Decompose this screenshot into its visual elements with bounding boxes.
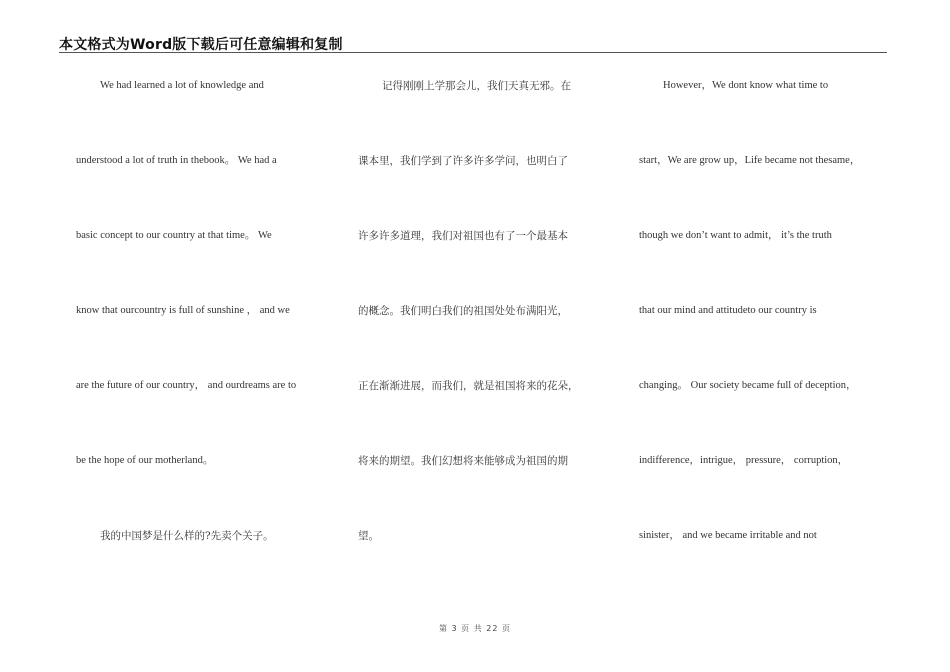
paragraph-line: 许多许多道理，我们对祖国也有了一个最基本 bbox=[358, 230, 568, 242]
paragraph-line: 记得刚刚上学那会儿，我们天真无邪。在 bbox=[382, 80, 571, 92]
header-divider bbox=[59, 52, 887, 53]
paragraph-line: 的概念。我们明白我们的祖国处处布满阳光， bbox=[358, 305, 568, 317]
paragraph-line: start，We are grow up，Life became not thesame， bbox=[639, 155, 861, 166]
paragraph-line: We had learned a lot of knowledge and bbox=[100, 80, 264, 91]
paragraph-line: changing。 Our society became full of deception， bbox=[639, 380, 857, 391]
paragraph-line: 将来的期望。我们幻想将来能够成为祖国的期 bbox=[358, 455, 568, 467]
paragraph-line: know that ourcountry is full of sunshine ， and we bbox=[76, 305, 290, 316]
paragraph-line: though we don’t want to admit， it’s the truth bbox=[639, 230, 832, 241]
paragraph-line: indifference，intrigue， pressure， corruption， bbox=[639, 455, 849, 466]
page-number-footer: 第 3 页 共 22 页 bbox=[439, 624, 511, 633]
paragraph-line: 课本里，我们学到了许多许多学问，也明白了 bbox=[358, 155, 568, 167]
paragraph-line: 正在渐渐进展，而我们，就是祖国将来的花朵， bbox=[358, 380, 579, 392]
paragraph-line: are the future of our country， and ourdreams are to bbox=[76, 380, 297, 391]
paragraph-line: that our mind and attitudeto our country is bbox=[639, 305, 817, 316]
document-header-title: 本文格式为Word版下载后可任意编辑和复制 bbox=[59, 37, 343, 53]
paragraph-line: However，We dont know what time to bbox=[663, 80, 829, 91]
paragraph-line: 我的中国梦是什么样的?先卖个关子。 bbox=[100, 530, 274, 542]
paragraph-line: understood a lot of truth in thebook。 We had a bbox=[76, 155, 277, 166]
paragraph-line: be the hope of our motherland。 bbox=[76, 455, 214, 466]
paragraph-line: basic concept to our country at that time。 We bbox=[76, 230, 272, 241]
paragraph-line: 望。 bbox=[358, 530, 379, 542]
paragraph-line: sinister， and we became irritable and not bbox=[639, 530, 817, 541]
